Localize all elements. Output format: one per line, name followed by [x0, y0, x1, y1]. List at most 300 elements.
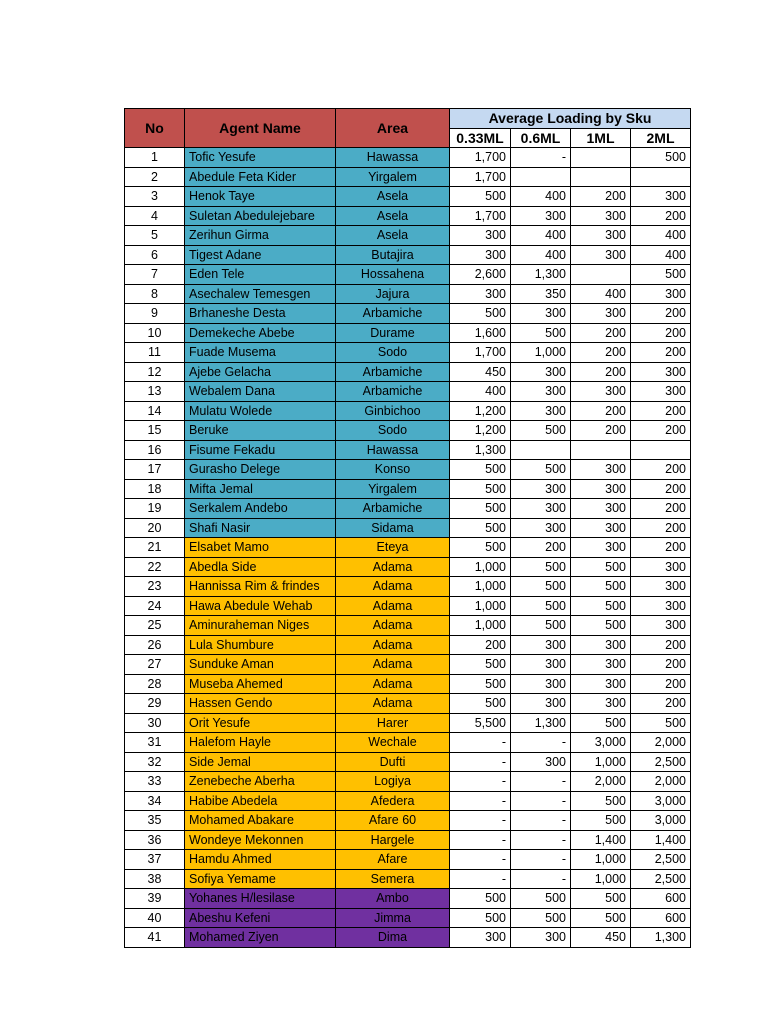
sku-value-cell: - [511, 830, 571, 850]
sku-value-cell [571, 265, 631, 285]
table-body [125, 148, 691, 948]
area-cell: Adama [336, 694, 450, 714]
sku-value-cell: 1,000 [450, 557, 511, 577]
sku-value-cell: 200 [631, 323, 691, 343]
sku-value-cell: 300 [571, 382, 631, 402]
agent-name-cell: Museba Ahemed [185, 674, 336, 694]
sku-value-cell: - [511, 733, 571, 753]
agent-name-cell: Side Jemal [185, 752, 336, 772]
table-row [125, 187, 691, 207]
sku-value-cell: - [450, 733, 511, 753]
area-cell: Adama [336, 655, 450, 675]
sku-value-cell: 200 [571, 323, 631, 343]
area-cell: Adama [336, 577, 450, 597]
sku-value-cell: 400 [511, 245, 571, 265]
agent-name-cell: Serkalem Andebo [185, 499, 336, 519]
sku-value-cell: 500 [450, 538, 511, 558]
area-cell: Eteya [336, 538, 450, 558]
table-row [125, 518, 691, 538]
table-row [125, 830, 691, 850]
agent-name-cell: Aminuraheman Niges [185, 616, 336, 636]
agent-name-cell: Mohamed Abakare [185, 811, 336, 831]
sku-value-cell: 1,600 [450, 323, 511, 343]
table-row [125, 499, 691, 519]
sku-value-cell: 500 [571, 616, 631, 636]
agent-name-cell: Mulatu Wolede [185, 401, 336, 421]
table-row [125, 752, 691, 772]
sku-value-cell: 1,300 [631, 928, 691, 948]
agent-name-cell: Abedla Side [185, 557, 336, 577]
table-row [125, 226, 691, 246]
sku-value-cell: 500 [511, 577, 571, 597]
table-row [125, 479, 691, 499]
area-cell: Konso [336, 460, 450, 480]
area-cell: Wechale [336, 733, 450, 753]
sku-value-cell: 500 [450, 889, 511, 909]
area-cell: Arbamiche [336, 362, 450, 382]
table-row [125, 323, 691, 343]
row-number: 34 [125, 791, 185, 811]
sku-value-cell: 2,000 [631, 772, 691, 792]
sku-value-cell: 200 [511, 538, 571, 558]
sku-value-cell: 200 [571, 401, 631, 421]
table-row [125, 382, 691, 402]
sku-value-cell: 200 [571, 421, 631, 441]
sku-value-cell: 300 [511, 401, 571, 421]
area-cell: Sodo [336, 343, 450, 363]
area-cell: Arbamiche [336, 382, 450, 402]
sku-value-cell: 500 [571, 596, 631, 616]
col-header-no: No [125, 109, 185, 148]
area-cell: Semera [336, 869, 450, 889]
sku-value-cell: 500 [450, 908, 511, 928]
sku-value-cell: 500 [511, 557, 571, 577]
sku-value-cell [571, 440, 631, 460]
sku-value-cell: 1,300 [511, 265, 571, 285]
area-cell: Butajira [336, 245, 450, 265]
row-number: 22 [125, 557, 185, 577]
agent-name-cell: Tigest Adane [185, 245, 336, 265]
table-row [125, 694, 691, 714]
agent-name-cell: Abedule Feta Kider [185, 167, 336, 187]
sku-value-cell: 400 [450, 382, 511, 402]
sku-value-cell: - [450, 811, 511, 831]
sku-value-cell: 500 [511, 616, 571, 636]
agent-name-cell: Habibe Abedela [185, 791, 336, 811]
agent-name-cell: Mohamed Ziyen [185, 928, 336, 948]
sku-value-cell: - [511, 850, 571, 870]
area-cell: Afare 60 [336, 811, 450, 831]
col-header-sku: 1ML [571, 128, 631, 148]
sku-value-cell: - [511, 148, 571, 168]
sku-value-cell: 1,000 [511, 343, 571, 363]
sku-value-cell: 400 [571, 284, 631, 304]
col-header-agent-name: Agent Name [185, 109, 336, 148]
sku-value-cell: 1,700 [450, 167, 511, 187]
area-cell: Afare [336, 850, 450, 870]
sku-value-cell: 200 [631, 460, 691, 480]
sku-value-cell: 200 [631, 635, 691, 655]
agent-name-cell: Orit Yesufe [185, 713, 336, 733]
area-cell: Adama [336, 674, 450, 694]
sku-value-cell: 500 [631, 713, 691, 733]
row-number: 21 [125, 538, 185, 558]
table-row [125, 713, 691, 733]
area-cell: Adama [336, 616, 450, 636]
sku-value-cell: 200 [450, 635, 511, 655]
sku-value-cell: 500 [511, 889, 571, 909]
sku-value-cell: 200 [631, 206, 691, 226]
sku-value-cell: 350 [511, 284, 571, 304]
agent-name-cell: Demekeche Abebe [185, 323, 336, 343]
area-cell: Hargele [336, 830, 450, 850]
sku-value-cell: 300 [631, 382, 691, 402]
table-row [125, 772, 691, 792]
area-cell: Ginbichoo [336, 401, 450, 421]
row-number: 32 [125, 752, 185, 772]
sku-value-cell: 600 [631, 908, 691, 928]
agent-name-cell: Zenebeche Aberha [185, 772, 336, 792]
sku-value-cell: 300 [511, 752, 571, 772]
row-number: 18 [125, 479, 185, 499]
agent-name-cell: Fisume Fekadu [185, 440, 336, 460]
row-number: 23 [125, 577, 185, 597]
agent-name-cell: Mifta Jemal [185, 479, 336, 499]
sku-value-cell: 200 [631, 674, 691, 694]
agent-name-cell: Suletan Abedulejebare [185, 206, 336, 226]
table-row [125, 791, 691, 811]
sku-value-cell: 1,400 [571, 830, 631, 850]
sku-value-cell: 500 [511, 460, 571, 480]
table-row [125, 265, 691, 285]
sku-value-cell: 500 [571, 713, 631, 733]
agent-name-cell: Hamdu Ahmed [185, 850, 336, 870]
area-cell: Ambo [336, 889, 450, 909]
sku-value-cell: 500 [511, 908, 571, 928]
row-number: 9 [125, 304, 185, 324]
sku-value-cell: 300 [511, 694, 571, 714]
sku-value-cell: - [450, 869, 511, 889]
sku-value-cell: 200 [631, 694, 691, 714]
sku-value-cell: 300 [511, 304, 571, 324]
sku-value-cell: 300 [511, 362, 571, 382]
sku-value-cell: 500 [631, 265, 691, 285]
area-cell: Yirgalem [336, 479, 450, 499]
agent-name-cell: Elsabet Mamo [185, 538, 336, 558]
sku-value-cell: 2,500 [631, 869, 691, 889]
sku-value-cell [571, 148, 631, 168]
sku-value-cell [571, 167, 631, 187]
table-row [125, 206, 691, 226]
table-row [125, 343, 691, 363]
table-row [125, 401, 691, 421]
sku-value-cell: 5,500 [450, 713, 511, 733]
sku-value-cell: 300 [571, 694, 631, 714]
sku-value-cell: 3,000 [571, 733, 631, 753]
sku-value-cell: 400 [511, 226, 571, 246]
sku-value-cell: 3,000 [631, 791, 691, 811]
agent-name-cell: Yohanes H/lesilase [185, 889, 336, 909]
table-row [125, 557, 691, 577]
table-row [125, 460, 691, 480]
agent-name-cell: Henok Taye [185, 187, 336, 207]
table-row [125, 655, 691, 675]
table-row [125, 908, 691, 928]
agent-name-cell: Sofiya Yemame [185, 869, 336, 889]
table-row [125, 733, 691, 753]
header-row [125, 109, 691, 129]
agent-name-cell: Abeshu Kefeni [185, 908, 336, 928]
agent-name-cell: Fuade Musema [185, 343, 336, 363]
area-cell: Arbamiche [336, 499, 450, 519]
area-cell: Adama [336, 635, 450, 655]
table-row [125, 284, 691, 304]
row-number: 10 [125, 323, 185, 343]
sku-value-cell: - [450, 830, 511, 850]
sku-value-cell: 300 [571, 635, 631, 655]
row-number: 24 [125, 596, 185, 616]
agent-name-cell: Beruke [185, 421, 336, 441]
sku-value-cell [511, 167, 571, 187]
row-number: 39 [125, 889, 185, 909]
row-number: 12 [125, 362, 185, 382]
sku-value-cell: - [511, 869, 571, 889]
sku-value-cell: 500 [450, 655, 511, 675]
sku-value-cell: 500 [571, 811, 631, 831]
col-header-area: Area [336, 109, 450, 148]
row-number: 38 [125, 869, 185, 889]
sku-value-cell: 300 [511, 206, 571, 226]
area-cell: Sidama [336, 518, 450, 538]
sku-value-cell: 300 [450, 928, 511, 948]
sku-value-cell [631, 440, 691, 460]
row-number: 25 [125, 616, 185, 636]
row-number: 30 [125, 713, 185, 733]
sku-value-cell: 500 [571, 577, 631, 597]
row-number: 2 [125, 167, 185, 187]
agent-name-cell: Zerihun Girma [185, 226, 336, 246]
area-cell: Yirgalem [336, 167, 450, 187]
sku-value-cell: 1,200 [450, 421, 511, 441]
row-number: 28 [125, 674, 185, 694]
sku-value-cell: 300 [511, 655, 571, 675]
sku-value-cell: 200 [631, 479, 691, 499]
loading-table [124, 108, 691, 948]
area-cell: Dima [336, 928, 450, 948]
row-number: 4 [125, 206, 185, 226]
sku-value-cell: 500 [571, 908, 631, 928]
sku-value-cell: 500 [450, 479, 511, 499]
sku-value-cell: 300 [450, 245, 511, 265]
col-header-sku: 0.33ML [450, 128, 511, 148]
sku-value-cell [511, 440, 571, 460]
table-row [125, 811, 691, 831]
sku-value-cell: 450 [450, 362, 511, 382]
row-number: 41 [125, 928, 185, 948]
area-cell: Jimma [336, 908, 450, 928]
area-cell: Adama [336, 557, 450, 577]
row-number: 17 [125, 460, 185, 480]
row-number: 20 [125, 518, 185, 538]
area-cell: Asela [336, 226, 450, 246]
sku-value-cell: 300 [450, 226, 511, 246]
row-number: 31 [125, 733, 185, 753]
agent-name-cell: Brhaneshe Desta [185, 304, 336, 324]
sku-value-cell: 400 [631, 226, 691, 246]
sku-value-cell: - [450, 752, 511, 772]
sku-value-cell: 200 [631, 655, 691, 675]
area-cell: Sodo [336, 421, 450, 441]
sku-value-cell: 500 [511, 596, 571, 616]
agent-name-cell: Halefom Hayle [185, 733, 336, 753]
agent-name-cell: Sunduke Aman [185, 655, 336, 675]
col-header-sku: 2ML [631, 128, 691, 148]
sku-value-cell: 300 [631, 187, 691, 207]
table-row [125, 440, 691, 460]
sku-value-cell: - [450, 850, 511, 870]
sku-value-cell: 450 [571, 928, 631, 948]
table-row [125, 148, 691, 168]
agent-name-cell: Hawa Abedule Wehab [185, 596, 336, 616]
sku-value-cell: 300 [631, 577, 691, 597]
sku-value-cell: 2,500 [631, 752, 691, 772]
row-number: 19 [125, 499, 185, 519]
sku-value-cell: 500 [571, 557, 631, 577]
sku-value-cell: 1,300 [450, 440, 511, 460]
sku-value-cell: 300 [571, 518, 631, 538]
sku-value-cell: - [511, 791, 571, 811]
agent-name-cell: Lula Shumbure [185, 635, 336, 655]
sku-value-cell: 1,200 [450, 401, 511, 421]
area-cell: Asela [336, 187, 450, 207]
area-cell: Harer [336, 713, 450, 733]
agent-name-cell: Wondeye Mekonnen [185, 830, 336, 850]
sku-value-cell: 500 [450, 499, 511, 519]
table-row [125, 362, 691, 382]
row-number: 40 [125, 908, 185, 928]
table-row [125, 421, 691, 441]
area-cell: Jajura [336, 284, 450, 304]
sku-value-cell: 200 [571, 362, 631, 382]
agent-name-cell: Gurasho Delege [185, 460, 336, 480]
sku-value-cell: 300 [571, 674, 631, 694]
table-row [125, 245, 691, 265]
table-row [125, 304, 691, 324]
sku-value-cell: 300 [631, 284, 691, 304]
sku-value-cell: 300 [571, 538, 631, 558]
sku-value-cell: - [511, 772, 571, 792]
row-number: 26 [125, 635, 185, 655]
table-row [125, 869, 691, 889]
sku-value-cell: 200 [631, 538, 691, 558]
table-row [125, 889, 691, 909]
sku-value-cell: 2,600 [450, 265, 511, 285]
table-row [125, 577, 691, 597]
sku-value-cell: 300 [631, 557, 691, 577]
table-row [125, 616, 691, 636]
sku-value-cell: 300 [450, 284, 511, 304]
sku-value-cell: - [511, 811, 571, 831]
sku-value-cell: 1,000 [571, 850, 631, 870]
agent-name-cell: Asechalew Temesgen [185, 284, 336, 304]
agent-name-cell: Tofic Yesufe [185, 148, 336, 168]
agent-name-cell: Ajebe Gelacha [185, 362, 336, 382]
table-row [125, 674, 691, 694]
agent-name-cell: Shafi Nasir [185, 518, 336, 538]
sku-value-cell: 300 [571, 499, 631, 519]
sku-value-cell: 600 [631, 889, 691, 909]
sku-value-cell: 500 [571, 889, 631, 909]
sku-value-cell: 500 [450, 694, 511, 714]
sku-value-cell: 1,000 [571, 869, 631, 889]
sku-value-cell: - [450, 791, 511, 811]
sku-value-cell: 300 [631, 362, 691, 382]
row-number: 36 [125, 830, 185, 850]
sku-value-cell: 400 [511, 187, 571, 207]
area-cell: Arbamiche [336, 304, 450, 324]
row-number: 6 [125, 245, 185, 265]
sku-value-cell: 300 [511, 479, 571, 499]
sku-value-cell: 1,700 [450, 343, 511, 363]
row-number: 15 [125, 421, 185, 441]
row-number: 11 [125, 343, 185, 363]
area-cell: Asela [336, 206, 450, 226]
area-cell: Hawassa [336, 440, 450, 460]
area-cell: Logiya [336, 772, 450, 792]
sku-value-cell: 200 [631, 304, 691, 324]
row-number: 33 [125, 772, 185, 792]
sku-value-cell: 300 [571, 245, 631, 265]
sku-value-cell: 300 [511, 635, 571, 655]
area-cell: Afedera [336, 791, 450, 811]
col-header-group: Average Loading by Sku [450, 109, 691, 129]
sku-value-cell: 300 [571, 226, 631, 246]
area-cell: Hawassa [336, 148, 450, 168]
sku-value-cell: 300 [511, 382, 571, 402]
row-number: 35 [125, 811, 185, 831]
sku-value-cell: 1,000 [450, 596, 511, 616]
row-number: 1 [125, 148, 185, 168]
sku-value-cell: 300 [511, 928, 571, 948]
sku-value-cell: 2,000 [571, 772, 631, 792]
sku-value-cell: 300 [571, 460, 631, 480]
sku-value-cell: 300 [571, 304, 631, 324]
row-number: 5 [125, 226, 185, 246]
sku-value-cell: 300 [631, 596, 691, 616]
sku-value-cell: - [450, 772, 511, 792]
sku-value-cell: 200 [631, 518, 691, 538]
row-number: 16 [125, 440, 185, 460]
sku-value-cell: 3,000 [631, 811, 691, 831]
sku-value-cell: 1,000 [571, 752, 631, 772]
row-number: 8 [125, 284, 185, 304]
sku-value-cell: 300 [511, 499, 571, 519]
sku-value-cell: 1,700 [450, 148, 511, 168]
area-cell: Dufti [336, 752, 450, 772]
row-number: 14 [125, 401, 185, 421]
row-number: 7 [125, 265, 185, 285]
sku-value-cell: 2,000 [631, 733, 691, 753]
sku-value-cell: 300 [571, 479, 631, 499]
table-row [125, 850, 691, 870]
sku-value-cell: 200 [571, 187, 631, 207]
sku-value-cell: 500 [631, 148, 691, 168]
col-header-sku: 0.6ML [511, 128, 571, 148]
agent-name-cell: Hannissa Rim & frindes [185, 577, 336, 597]
sku-value-cell: 500 [511, 323, 571, 343]
sku-value-cell: 1,000 [450, 577, 511, 597]
sku-value-cell: 300 [631, 616, 691, 636]
